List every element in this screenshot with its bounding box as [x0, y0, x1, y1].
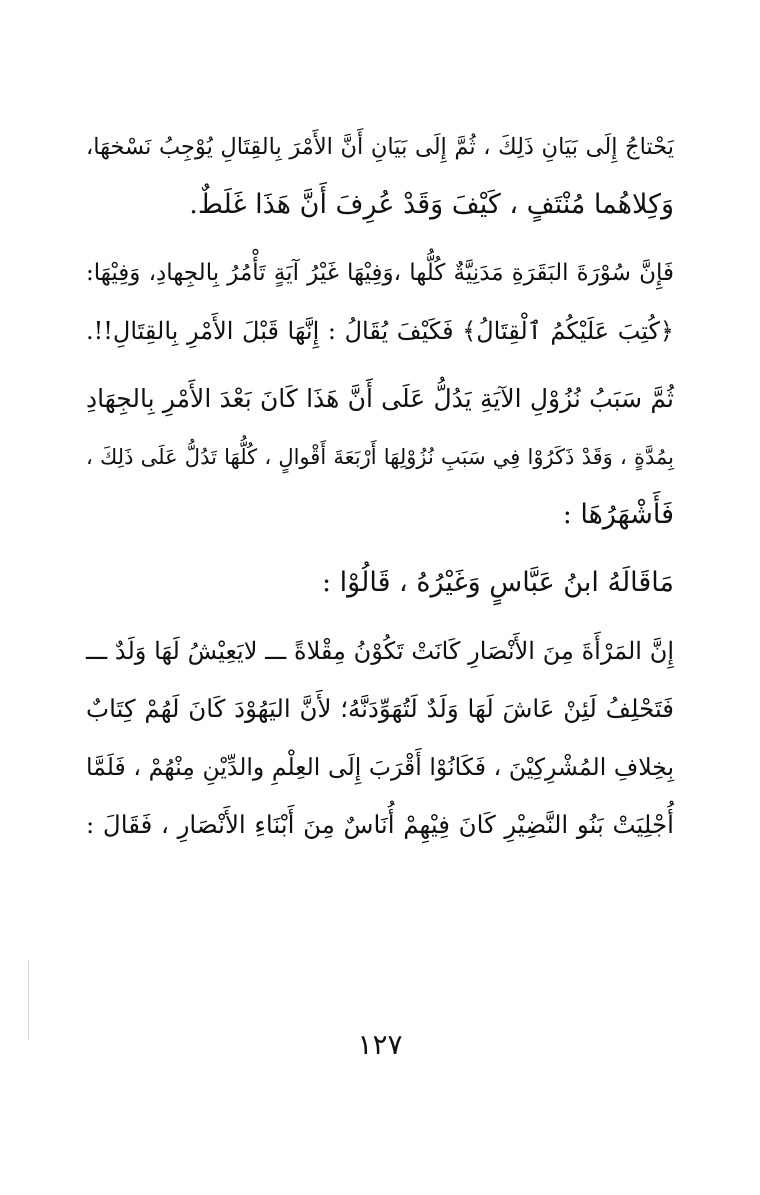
text-line: فَتَحْلِفُ لَئِنْ عَاشَ لَهَا وَلَدٌ لَتُهَوِّدَنَّهُ؛ لأَنَّ اليَهُوْدَ كَانَ لَهُمْ كِتَابٌ [86, 694, 674, 723]
body-text [86, 118, 674, 854]
paragraph-1 [86, 118, 674, 234]
text-line: فَأَشْهَرُهَا : [562, 499, 674, 530]
text-line: وَكِلاهُما مُنْتَفٍ ، كَيْفَ وَقَدْ عُرِفَ أَنَّ هَذَا غَلَطٌ. [189, 189, 674, 220]
text-line: أُجْلِيَتْ بَنُو النَّضِيْرِ كَانَ فِيْهِمْ أُنَاسٌ مِنَ أَبْنَاءِ الأَنْصَارِ ، فَقَالَ : [86, 810, 674, 839]
paragraph-5 [86, 622, 674, 854]
text-line: إِنَّ المَرْأَةَ مِنَ الأَنْصَارِ كَانَتْ تَكُوْنُ مِقْلاةً ـــ لايَعِيْشُ لَهَا وَلَدٌ ـــ [86, 637, 674, 665]
page-number: ١٢٧ [357, 1028, 403, 1061]
paragraph-spacer [86, 234, 674, 244]
paragraph-3 [86, 370, 674, 544]
text-line: يَحْتاجُ إِلَى بَيَانِ ذَلِكَ ، ثُمَّ إِلَى بَيَانِ أَنَّ الأَمْرَ بِالقِتَالِ يُوْجِبُ نَسْخهَا، [86, 134, 674, 160]
text-line: مَاقَالَهُ ابنُ عَبَّاسٍ وَغَيْرُهُ ، قَالُوْا : [321, 567, 674, 598]
text-line: فَإِنَّ سُوْرَةَ البَقَرَةِ مَدَنِيَّةٌ كُلُّها ،وَفِيْهَا غَيْرُ آيَةٍ تَأْمُرُ بِالجِهادِ، وَفِيْهَا: [86, 260, 674, 286]
paragraph-spacer [86, 360, 674, 370]
text-line: ﴿كُتِبَ عَلَيْكُمُ ٱلْقِتَالُ﴾ فَكَيْفَ يُقَالُ : إِنَّهَا قَبْلَ الأَمْرِ بِالقِتَالِ!!. [86, 317, 674, 345]
text-line: ثُمَّ سَبَبُ نُزُوْلِ الآيَةِ يَدُلُّ عَلَى أَنَّ هَذَا كَانَ بَعْدَ الأَمْرِ بِالجِهَادِ [86, 384, 674, 413]
paragraph-4 [86, 554, 674, 612]
text-line: بِمُدَّةٍ ، وَقَدْ ذَكَرُوْا فِي سَبَبِ نُزُوْلِهَا أَرْبَعَةَ أَقْوالٍ ، كُلُّهَا تَدُلُّ عَلَى ذَلِكَ ، [86, 445, 674, 469]
paragraph-spacer [86, 612, 674, 622]
paragraph-2 [86, 244, 674, 360]
text-line: بِخِلافِ المُشْرِكِيْنَ ، فَكَانُوْا أَقْرَبَ إِلَى العِلْمِ والدِّيْنِ مِنْهُمْ ، فَلَمَّا [86, 753, 674, 781]
paragraph-spacer [86, 544, 674, 554]
